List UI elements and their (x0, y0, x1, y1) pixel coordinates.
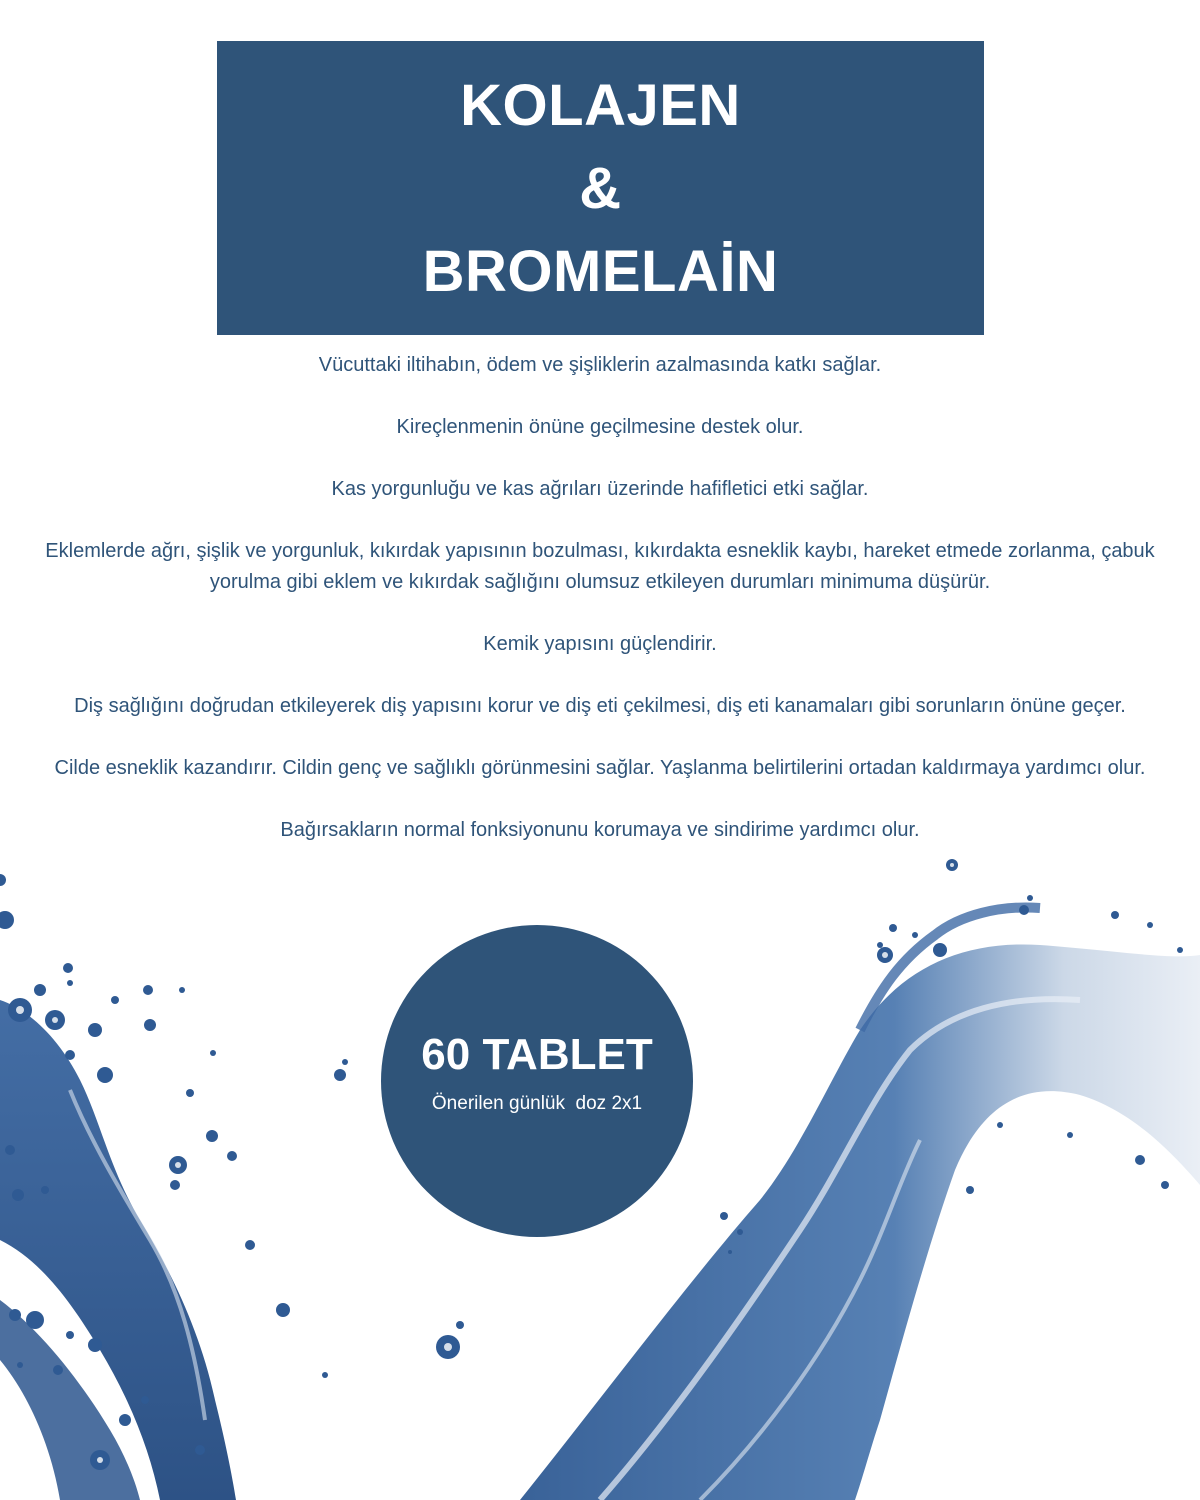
product-title-line-2: & (579, 155, 622, 221)
product-title-line-1: KOLAJEN (460, 72, 741, 138)
benefit-item: Eklemlerde ağrı, şişlik ve yorgunluk, kıkırdak yapısının bozulması, kıkırdakta esneklik kaybı, hareket etmede zorlanma, çabuk yorulma gibi eklem ve kıkırdak sağlığını olumsuz etkileyen durumları minimuma düşürür. (45, 540, 1155, 593)
benefit-item: Kireçlenmenin önüne geçilmesine destek olur. (396, 416, 804, 438)
tablet-count: 60 TABLET (421, 1030, 653, 1079)
benefit-item: Kemik yapısını güçlendirir. (483, 633, 717, 655)
benefits-list (40, 350, 1160, 877)
benefit-item: Bağırsakların normal fonksiyonunu korumaya ve sindirime yardımcı olur. (280, 819, 920, 841)
dosage-badge (381, 925, 693, 1237)
benefit-item: Vücuttaki iltihabın, ödem ve şişliklerin azalmasında katkı sağlar. (318, 354, 882, 376)
benefit-item: Kas yorgunluğu ve kas ağrıları üzerinde hafifletici etki sağlar. (331, 478, 869, 500)
benefit-item: Diş sağlığını doğrudan etkileyerek diş yapısını korur ve diş eti çekilmesi, diş eti kanamaları gibi sorunların önüne geçer. (74, 695, 1126, 717)
dosage-text: Önerilen günlük doz 2x1 (431, 1093, 643, 1114)
product-title-box (217, 41, 984, 335)
product-title-line-3: BROMELAİN (422, 238, 779, 304)
benefit-item: Cilde esneklik kazandırır. Cildin genç ve sağlıklı görünmesini sağlar. Yaşlanma belirtilerini ortadan kaldırmaya yardımcı olur. (54, 757, 1146, 779)
